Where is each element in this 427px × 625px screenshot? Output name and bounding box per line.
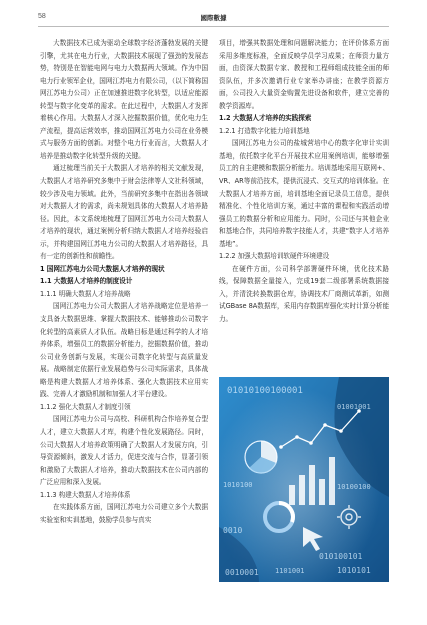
continued-paragraph: 项目，增强其数据处理和问题解决能力；在评价体系方面采用多维度标准，全面反映学员学习成果；在师资力量方面，由资深大数据专家、教授和工程师组成技能全面的师资队伍，并多次邀请行业专家举办讲座；在教学资源方面，公司投入大量资金购置先进设备和软件，建立完善的教学资源库。: [219, 39, 389, 110]
big-data-illustration: [219, 377, 389, 582]
subsubsection-heading-1-1-1: 1.1.1 明确大数据人才培养战略: [40, 289, 131, 298]
subsubsection-heading-1-2-2: 1.2.2 加强大数据培训软硬件环境建设: [219, 252, 330, 261]
subsection-heading-1-1: 1.1 大数据人才培养的制度设计: [40, 277, 133, 286]
hardware-paragraph: 在硬件方面，公司科学部署硬件环境，优化技术路线，保障数据全量接入，完成19套二级部署系统数据接入，并清洗转换数据仓库，协调技术厂商测试革新，如测试GBase 8A数据库，采用内存数据库强化实时计算分析能力。: [219, 264, 389, 324]
page-header: [38, 13, 389, 25]
binary-text-8: 0010001: [225, 568, 259, 577]
binary-text-2: 01001001: [337, 403, 371, 411]
policy-paragraph: 国网江苏电力公司与高校、科研机构合作培养复合型人才，建立大数据人才库，构建个性化发展路径。同时，公司大数据人才培养政策明确了大数据人才发展方向，引导资源倾斜，激发人才活力，促进交流与合作，显著引领和激励了大数据人才培养，推动大数据技术在公司内部的广泛应用和深入发展。: [40, 415, 208, 487]
right-column: [219, 37, 389, 326]
binary-text-5: 010100101: [319, 552, 363, 561]
subsubsection-heading-1-1-3: 1.1.3 构建大数据人才培养体系: [40, 490, 131, 499]
training-base-paragraph: 国网江苏电力公司的盐城营培中心的数字化审计实训基地，依托数字化平台开展技术应用案例培训，能够增强员工的自主建模和数据分析能力。培训基地采用互联网+、VR、AR等前沿技术，提供沉浸式、交互式的培训体验。在大数据人才培养方面，培训基地全面记录员工信息，提供精准化、个性化培训方案，通过丰富的课程和实践活动增强员工的数据分析和应用能力。同时，公司还与其他企业和基地合作，共同培养数字技能人才，共建“数字人才培养基地”。: [219, 139, 389, 248]
binary-text-3: 1010100: [223, 481, 253, 489]
intro-paragraph: 大数据技术已成为驱动全球数字经济蓬勃发展的关键引擎，尤其在电力行业，大数据技术展现了强劲的发展态势，特别是在智能电网与电力大数据两大领域。作为中国电力行业领军企业，国网江苏电力有限公司，（以下简称国网江苏电力公司）正在加速推进数字化转型，以适应能源转型与数字化变革的需求。在此过程中，大数据人才发挥着核心作用。大数据人才深入挖掘数据价值，优化电力生产流程，提高运营效率，推动国网江苏电力公司在业务模式与服务方面的创新。对整个电力行业而言，大数据人才培养是推动数字化转型升级的关键。: [40, 39, 208, 160]
binary-text-7: 1010101: [337, 566, 371, 575]
subsection-heading-1-2: 1.2 大数据人才培养的实践探索: [219, 114, 312, 123]
binary-text-9: 1101001: [275, 567, 305, 575]
binary-text-4: 10100100: [337, 483, 371, 491]
binary-text-6: 0010: [223, 526, 243, 535]
header-rule: [38, 26, 389, 27]
strategy-paragraph: 国网江苏电力公司大数据人才培养战略定位是培养一支具备大数据思维、掌握大数据技术、能够推动公司数字化转型的高素质人才队伍。战略目标是通过科学的人才培养体系，增强员工的数据分析能力，挖掘数据价值，推动公司业务创新与发展，实现公司数字化转型与高质量发展。战略制定依据行业发展趋势与公司实际需求，具体战略是构建大数据人才培养体系、强化大数据技术应用实践、完善人才激励机制和加强人才平台建设。: [40, 302, 208, 399]
page-number: 58: [38, 13, 46, 20]
subsubsection-heading-1-2-1: 1.2.1 打造数字化能力培训基地: [219, 126, 310, 135]
system-paragraph: 在实践体系方面，国网江苏电力公司建立多个大数据实验室和实训基地，鼓励学员参与真实: [40, 503, 208, 524]
section-heading-1: 1 国网江苏电力公司大数据人才培养的现状: [40, 264, 165, 273]
subsubsection-heading-1-1-2: 1.1.2 强化大数据人才制度引领: [40, 402, 131, 411]
left-column: [40, 37, 208, 526]
binary-text-1: 01010100100001: [227, 386, 303, 396]
literature-paragraph: 通过梳理当前关于大数据人才培养的相关文献发现，大数据人才培养研究多集中于财会法律等人文社科领域，较少涉及电力领域。此外，当前研究多集中在指出各领域对大数据人才的需求，尚未规划具体的大数据人才培养路径。因此，本文系统地梳理了国网江苏电力公司大数据人才培养的现状，通过案例分析归纳大数据人才培养经验启示，并构建国网江苏电力公司的大数据人才培养路径，具有一定的创新性和前瞻性。: [40, 164, 208, 261]
big-data-illustration-graphic: [219, 377, 389, 582]
journal-title: 國際數據: [200, 14, 227, 22]
